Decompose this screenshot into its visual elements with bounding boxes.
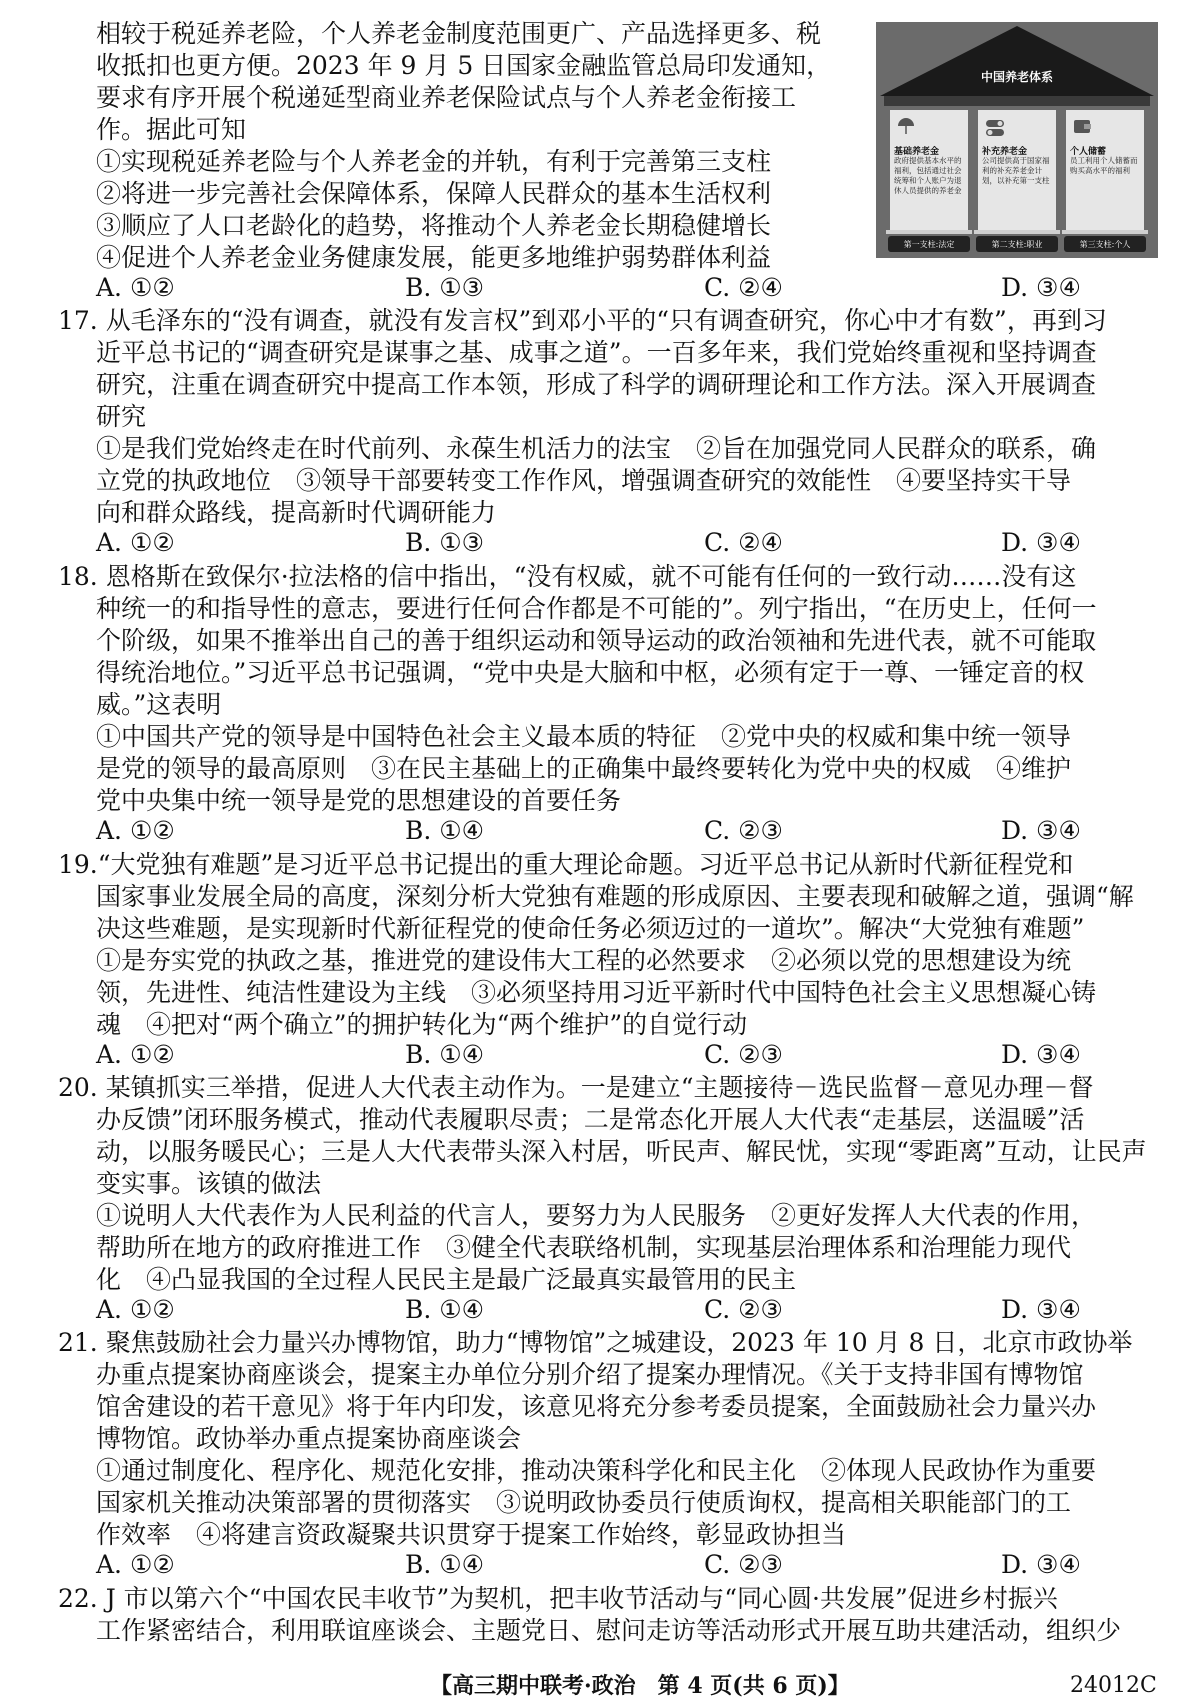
q19-line-1: 19.“大党独有难题”是习近平总书记提出的重大理论命题。习近平总书记从新时代新征程党和	[58, 850, 1074, 879]
q20-option-a: A. ①②	[96, 1295, 175, 1324]
q20-line-3: 动，以服务暖民心；三是人大代表带头深入村居，听民声、解民忧，实现“零距离”互动，让民声	[96, 1137, 1147, 1166]
pillar-1-label: 第一支柱:法定	[903, 240, 955, 249]
q20-option-c: C. ②③	[704, 1295, 783, 1324]
q21-line-4: 博物馆。政协举办重点提案协商座谈会	[96, 1424, 522, 1453]
q20-line-4: 变实事。该镇的做法	[96, 1169, 322, 1198]
q18-option-a: A. ①②	[96, 816, 175, 845]
q19-option-c: C. ②③	[704, 1040, 783, 1069]
q20-line-5: ①说明人大代表作为人民利益的代言人，要努力为人民服务 ②更好发挥人大代表的作用，	[96, 1201, 1097, 1230]
pillar-3-description: 员工利用个人储蓄而购买高水平的福利	[1070, 156, 1138, 175]
q18-line-2: 种统一的和指导性的意志，要进行任何合作都是不可能的”。列宁指出，“在历史上，任何一	[96, 594, 1097, 623]
q20-line-2: 办反馈”闭环服务模式，推动代表履职尽责；二是常态化开展人大代表“走基层，送温暖”活	[96, 1105, 1085, 1134]
pillar-2-description: 公司提供高于国家福利的补充养老金计划，以补充第一支柱	[982, 156, 1050, 185]
q16-statement-2: ②将进一步完善社会保障体系，保障人民群众的基本生活权利	[96, 179, 772, 208]
q17-line-5: ①是我们党始终走在时代前列、永葆生机活力的法宝 ②旨在加强党同人民群众的联系，确	[96, 434, 1097, 463]
q17-line-2: 近平总书记的“调查研究是谋事之基、成事之道”。一百多年来，我们党始终重视和坚持调查	[96, 338, 1097, 367]
q22-line-2: 工作紧密结合，利用联谊座谈会、主题党日、慰问走访等活动形式开展互助共建活动，组织少	[96, 1616, 1122, 1645]
q21-line-5: ①通过制度化、程序化、规范化安排，推动决策科学化和民主化 ②体现人民政协作为重要	[96, 1456, 1097, 1485]
q19-line-4: ①是夯实党的执政之基，推进党的建设伟大工程的必然要求 ②必须以党的思想建设为统	[96, 946, 1072, 975]
q18-option-b: B. ①④	[405, 816, 485, 845]
q21-line-3: 馆舍建设的若干意见》将于年内印发，该意见将充分参考委员提案，全面鼓励社会力量兴办	[96, 1392, 1097, 1421]
q16-option-d: D. ③④	[1001, 273, 1081, 302]
q17-line-6: 立党的执政地位 ③领导干部要转变工作作风，增强调查研究的效能性 ④要坚持实干导	[96, 466, 1072, 495]
q19-line-2: 国家事业发展全局的高度，深刻分析大党独有难题的形成原因、主要表现和破解之道，强调“解	[96, 882, 1134, 911]
pillar-2-heading: 补充养老金	[982, 147, 1028, 157]
q16-statement-4: ④促进个人养老金业务健康发展，能更多地维护弱势群体利益	[96, 243, 772, 272]
q17-line-7: 向和群众路线，提高新时代调研能力	[96, 498, 497, 527]
q19-line-5: 领，先进性、纯洁性建设为主线 ③必须坚持用习近平新时代中国特色社会主义思想凝心铸	[96, 978, 1097, 1007]
q19-option-d: D. ③④	[1001, 1040, 1081, 1069]
q22-line-1: 22. J 市以第六个“中国农民丰收节”为契机，把丰收节活动与“同心圆·共发展”促进乡村振兴	[58, 1584, 1058, 1613]
pillar-3-heading: 个人储蓄	[1070, 147, 1107, 157]
q17-option-b: B. ①③	[405, 528, 485, 557]
page-footer-code: 24012C	[1070, 1673, 1157, 1698]
q21-option-d: D. ③④	[1001, 1550, 1081, 1579]
q17-option-c: C. ②④	[704, 528, 783, 557]
q21-option-c: C. ②③	[704, 1550, 783, 1579]
q20-line-7: 化 ④凸显我国的全过程人民民主是最广泛最真实最管用的民主	[96, 1265, 797, 1294]
q18-line-8: 党中央集中统一领导是党的思想建设的首要任务	[96, 786, 622, 815]
q18-option-d: D. ③④	[1001, 816, 1081, 845]
q19-line-6: 魂 ④把对“两个确立”的拥护转化为“两个维护”的自觉行动	[96, 1010, 748, 1039]
q19-option-a: A. ①②	[96, 1040, 175, 1069]
q21-line-7: 作效率 ④将建言资政凝聚共识贯穿于提案工作始终，彰显政协担当	[96, 1520, 847, 1549]
q20-line-6: 帮助所在地方的政府推进工作 ③健全代表联络机制，实现基层治理体系和治理能力现代	[96, 1233, 1072, 1262]
q20-option-d: D. ③④	[1001, 1295, 1081, 1324]
q20-line-1: 20. 某镇抓实三举措，促进人大代表主动作为。一是建立“主题接待－选民监督－意见办理－督	[58, 1073, 1094, 1102]
q19-line-3: 决这些难题，是实现新时代新征程党的使命任务必须迈过的一道坎”。解决“大党独有难题”	[96, 914, 1085, 943]
q18-option-c: C. ②③	[704, 816, 783, 845]
q20-option-b: B. ①④	[405, 1295, 485, 1324]
q17-line-3: 研究，注重在调查研究中提高工作本领，形成了科学的调研理论和工作方法。深入开展调查	[96, 370, 1097, 399]
pension-system-figure	[876, 22, 1158, 258]
pillar-1-description: 政府提供基本水平的福利，包括通过社会统筹和个人账户为退休人员提供的养老金	[894, 156, 962, 195]
q21-line-6: 国家机关推动决策部署的贯彻落实 ③说明政协委员行使质询权，提高相关职能部门的工	[96, 1488, 1072, 1517]
page-footer-label: 【高三期中联考·政治 第 4 页(共 6 页)】	[430, 1673, 850, 1699]
q16-line-4: 作。据此可知	[96, 115, 247, 144]
q21-option-b: B. ①④	[405, 1550, 485, 1579]
q17-option-d: D. ③④	[1001, 528, 1081, 557]
pillar-1-heading: 基础养老金	[894, 147, 940, 157]
q18-line-1: 18. 恩格斯在致保尔·拉法格的信中指出，“没有权威，就不可能有任何的一致行动……没有这	[58, 562, 1077, 591]
pillar-3-label: 第三支柱:个人	[1079, 240, 1131, 249]
q16-option-a: A. ①②	[96, 273, 175, 302]
q17-option-a: A. ①②	[96, 528, 175, 557]
q17-line-1: 17. 从毛泽东的“没有调查，就没有发言权”到邓小平的“只有调查研究，你心中才有数”，再到习	[58, 306, 1107, 335]
q16-statement-3: ③顺应了人口老龄化的趋势，将推动个人养老金长期稳健增长	[96, 211, 772, 240]
pension-figure-graphic	[876, 22, 1158, 258]
q21-line-2: 办重点提案协商座谈会，提案主办单位分别介绍了提案办理情况。《关于支持非国有博物馆	[96, 1360, 1084, 1389]
q21-option-a: A. ①②	[96, 1550, 175, 1579]
q18-line-5: 威。”这表明	[96, 690, 222, 719]
pillar-2-label: 第二支柱:职业	[991, 240, 1043, 249]
figure-title: 中国养老体系	[980, 70, 1053, 84]
q17-line-4: 研究	[96, 402, 147, 431]
q18-line-3: 个阶级，如果不推举出自己的善于组织运动和领导运动的政治领袖和先进代表，就不可能取	[96, 626, 1097, 655]
q18-line-6: ①中国共产党的领导是中国特色社会主义最本质的特征 ②党中央的权威和集中统一领导	[96, 722, 1072, 751]
q16-line-1: 相较于税延养老险，个人养老金制度范围更广、产品选择更多、税	[96, 19, 822, 48]
q18-line-4: 得统治地位。”习近平总书记强调，“党中央是大脑和中枢，必须有定于一尊、一锤定音的权	[96, 658, 1085, 687]
q16-statement-1: ①实现税延养老险与个人养老金的并轨，有利于完善第三支柱	[96, 147, 772, 176]
q21-line-1: 21. 聚焦鼓励社会力量兴办博物馆，助力“博物馆”之城建设，2023 年 10 月 8 日，北京市政协举	[58, 1328, 1133, 1357]
q16-option-b: B. ①③	[405, 273, 485, 302]
q16-line-3: 要求有序开展个税递延型商业养老保险试点与个人养老金衔接工	[96, 83, 797, 112]
q16-line-2: 收抵扣也更方便。2023 年 9 月 5 日国家金融监管总局印发通知，	[96, 51, 832, 80]
q16-option-c: C. ②④	[704, 273, 783, 302]
q19-option-b: B. ①④	[405, 1040, 485, 1069]
wallet-icon	[1074, 120, 1091, 133]
q18-line-7: 是党的领导的最高原则 ③在民主基础上的正确集中最终要转化为党中央的权威 ④维护	[96, 754, 1072, 783]
